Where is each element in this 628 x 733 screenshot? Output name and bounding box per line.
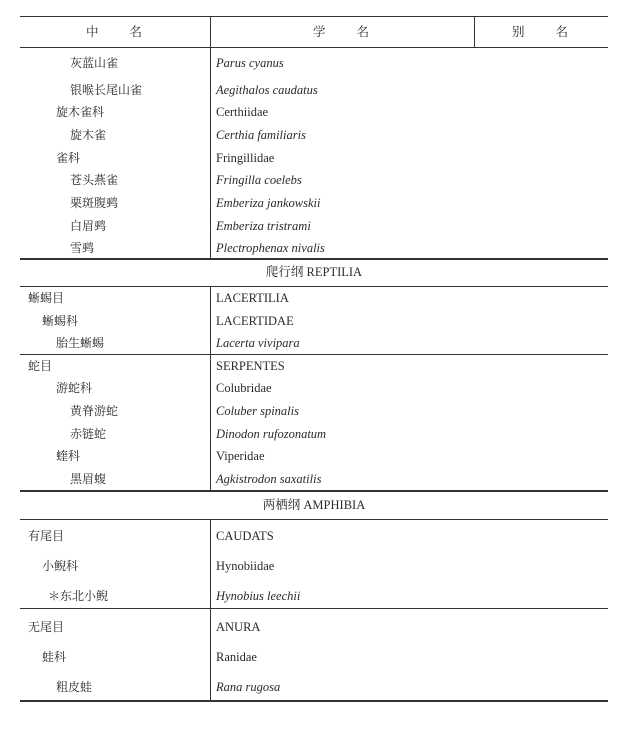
scientific-name: Hynobiidae (216, 559, 275, 573)
scientific-name: Lacerta vivipara (216, 336, 300, 350)
scientific-name: Colubridae (216, 381, 272, 395)
chinese-name: 蜥蜴科 (42, 314, 79, 328)
chinese-name: 苍头燕雀 (70, 173, 119, 187)
header-chinese-name: 中 名 (85, 24, 144, 39)
scientific-name: Coluber spinalis (216, 404, 299, 418)
rule (20, 608, 608, 609)
chinese-name: 灰蓝山雀 (70, 56, 119, 70)
column-divider (210, 16, 211, 47)
chinese-name: 胎生蜥蜴 (56, 336, 105, 350)
column-divider (210, 354, 211, 490)
column-divider (210, 47, 211, 258)
rule (20, 519, 608, 520)
scientific-name: LACERTILIA (216, 291, 289, 305)
chinese-name: 蛇目 (28, 359, 53, 373)
scientific-name: Rana rugosa (216, 680, 281, 694)
scientific-name: Aegithalos caudatus (216, 83, 318, 97)
chinese-name: 雪鹀 (70, 241, 95, 255)
chinese-name: 粗皮蛙 (56, 680, 93, 694)
header-alias: 别 名 (511, 24, 570, 39)
scientific-name: Certhiidae (216, 105, 269, 119)
class-heading-amphibia: 两栖纲 AMPHIBIA (262, 498, 366, 512)
rule (20, 16, 608, 17)
scientific-name: LACERTIDAE (216, 314, 294, 328)
scientific-name: Certhia familiaris (216, 128, 306, 142)
chinese-name: ＊东北小鲵 (48, 589, 109, 603)
scientific-name: ANURA (216, 620, 261, 634)
chinese-name: 游蛇科 (56, 381, 93, 395)
scientific-name: Dinodon rufozonatum (216, 427, 327, 441)
chinese-name: 有尾目 (28, 529, 65, 543)
column-divider (474, 16, 475, 47)
rule (20, 47, 608, 48)
scientific-name: Fringillidae (216, 151, 275, 165)
scientific-name: Emberiza jankowskii (216, 196, 321, 210)
scientific-name: Plectrophenax nivalis (216, 241, 325, 255)
scientific-name: Agkistrodon saxatilis (216, 472, 322, 486)
column-divider (210, 608, 211, 700)
chinese-name: 雀科 (56, 151, 81, 165)
chinese-name: 小鲵科 (42, 559, 79, 573)
column-divider (210, 286, 211, 354)
rule (20, 258, 608, 260)
chinese-name: 蜥蜴目 (28, 291, 65, 305)
header-scientific-name: 学 名 (312, 24, 371, 39)
chinese-name: 蛙科 (42, 650, 67, 664)
chinese-name: 银喉长尾山雀 (70, 83, 143, 97)
chinese-name: 无尾目 (28, 620, 65, 634)
chinese-name: 栗斑腹鹀 (70, 196, 119, 210)
column-divider (210, 519, 211, 608)
chinese-name: 旋木雀 (70, 128, 107, 142)
scientific-name: Parus cyanus (216, 56, 284, 70)
class-heading-reptilia: 爬行纲 REPTILIA (265, 265, 363, 279)
scientific-name: Hynobius leechii (216, 589, 301, 603)
chinese-name: 蝰科 (56, 449, 81, 463)
scientific-name: Emberiza tristrami (216, 219, 311, 233)
chinese-name: 黄脊游蛇 (70, 404, 119, 418)
rule (20, 286, 608, 287)
chinese-name: 白眉鹀 (70, 219, 107, 233)
chinese-name: 旋木雀科 (56, 105, 105, 119)
rule (20, 700, 608, 702)
scientific-name: SERPENTES (216, 359, 285, 373)
rule (20, 354, 608, 355)
scientific-name: Fringilla coelebs (216, 173, 302, 187)
chinese-name: 赤链蛇 (70, 427, 107, 441)
scientific-name: Ranidae (216, 650, 257, 664)
rule (20, 490, 608, 492)
scientific-name: CAUDATS (216, 529, 274, 543)
chinese-name: 黑眉蝮 (70, 472, 107, 486)
scientific-name: Viperidae (216, 449, 265, 463)
